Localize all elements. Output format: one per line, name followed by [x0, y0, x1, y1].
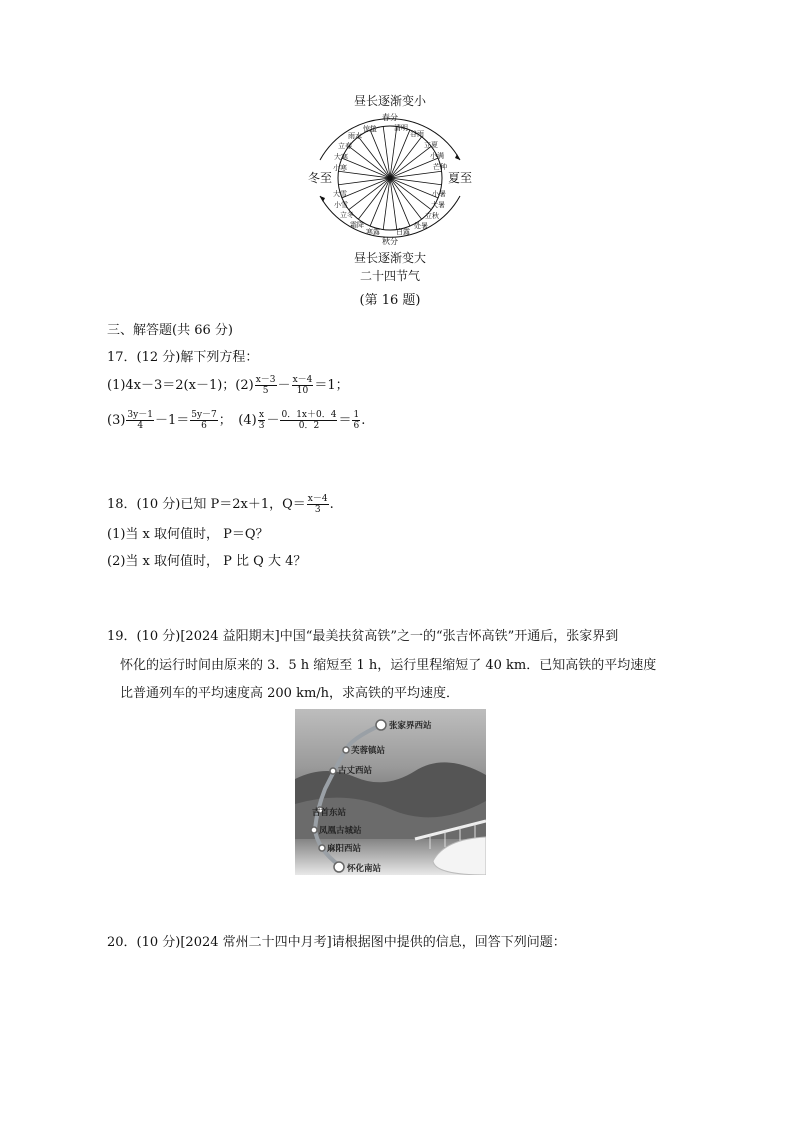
term-xiaoman: 小满	[430, 152, 444, 160]
q20-stem: 20．(10 分)[2024 常州二十四中月考]请根据图中提供的信息，回答下列问题：	[107, 935, 566, 950]
term-chunfen: 春分	[382, 113, 398, 122]
term-qiufen: 秋分	[382, 237, 398, 246]
term-bailu: 白露	[396, 228, 410, 236]
term-guyu: 谷雨	[410, 130, 424, 138]
term-xiaoxue: 小雪	[334, 201, 348, 209]
wheel-hub	[388, 176, 392, 180]
station-mayang-west: 麻阳西站	[327, 844, 362, 854]
q17-eq1: (1)4x－3＝2(x－1)；(2)	[107, 378, 254, 393]
station-furongzhen: 芙蓉镇站	[351, 746, 386, 756]
term-lixia: 立夏	[424, 141, 438, 149]
station-jishou-east: 吉首东站	[312, 808, 347, 818]
term-xiaohan: 小寒	[333, 164, 347, 172]
solar-terms-diagram	[290, 88, 500, 288]
q17-eq4-eq: ＝	[338, 413, 352, 428]
q18-stem-text: 18．(10 分)已知 P＝2x＋1，Q＝	[107, 497, 306, 512]
station-huaihua-south: 怀化南站	[347, 864, 382, 874]
q17-eq2-tail: ＝1；	[314, 378, 349, 393]
term-liqiu: 立秋	[425, 212, 439, 220]
station-zhangjiajie-west: 张家界西站	[389, 721, 432, 731]
figure-caption: (第 16 题)	[359, 293, 421, 308]
q17-eq3-pre: (3)	[107, 413, 126, 428]
term-lichun: 立春	[338, 142, 352, 150]
winter-solstice-label: 冬至	[308, 171, 333, 185]
q17-stem: 17．(12 分)解下列方程：	[107, 350, 259, 365]
q17-eq4-frac1: $\frac{x}{3}$	[258, 410, 265, 431]
term-shuangjiang: 霜降	[350, 221, 364, 229]
term-jingzhe: 惊蛰	[363, 125, 377, 133]
term-hanlu: 寒露	[366, 228, 380, 236]
q19-line3: 比普通列车的平均速度高 200 km/h，求高铁的平均速度．	[120, 686, 460, 701]
term-mangzhong: 芒种	[433, 163, 447, 171]
term-chushu: 处暑	[414, 222, 428, 230]
q17-line-1-2	[107, 375, 349, 396]
q17-eq2-minus: －	[277, 378, 291, 393]
term-lidong: 立冬	[340, 211, 354, 219]
diagram-top-label: 昼长逐渐变小	[353, 94, 427, 108]
station-fenghuang: 凤凰古城站	[319, 826, 362, 836]
q18-frac: $\frac{x-4}{3}$	[307, 494, 328, 515]
q18-part1: (1)当 x 取何值时， P＝Q？	[107, 527, 269, 542]
q17-eq4-frac3: $\frac{1}{6}$	[353, 410, 360, 431]
q17-eq2-frac2: $\frac{x-4}{10}$	[292, 375, 313, 396]
q19-line2: 怀化的运行时间由原来的 3．5 h 缩短至 1 h，运行里程缩短了 40 km．已知高铁的平均速度	[120, 658, 657, 673]
term-yushui: 雨水	[348, 132, 362, 140]
q17-line-3-4	[107, 410, 365, 431]
term-qingming: 清明	[394, 124, 408, 132]
term-xiaoshu: 小暑	[432, 190, 446, 198]
term-dahan: 大寒	[334, 153, 348, 161]
q17-eq2-frac1: $\frac{x-3}{5}$	[255, 375, 276, 396]
term-dashu: 大暑	[431, 201, 445, 209]
diagram-bottom-label: 昼长逐渐变大	[353, 251, 427, 265]
q17-eq4-frac2: $\frac{0.1x+0.4}{0.2}$	[281, 410, 337, 431]
q17-eq4-tail: .	[361, 413, 366, 428]
q18-stem-tail: .	[329, 497, 334, 512]
diagram-title: 二十四节气	[359, 269, 421, 283]
q19-line1: 19．(10 分)[2024 益阳期末]中国“最美扶贫高铁”之一的“张吉怀高铁”开通后，张家界到	[107, 629, 619, 644]
section-heading: 三、解答题(共 66 分)	[107, 323, 233, 338]
q17-eq3-frac2: $\frac{5y-7}{6}$	[191, 410, 217, 431]
railway-route-map	[295, 709, 486, 875]
q18-part2: (2)当 x 取何值时， P 比 Q 大 4？	[107, 554, 307, 569]
q17-eq4-sep: ； (4)	[218, 413, 257, 428]
q17-eq4-minus: －	[266, 413, 280, 428]
q18-stem	[107, 494, 334, 515]
term-daxue: 大雪	[333, 190, 347, 198]
station-guzhang-west: 古丈西站	[338, 766, 373, 776]
q17-eq3-frac1: $\frac{3y-1}{4}$	[127, 410, 153, 431]
summer-solstice-label: 夏至	[447, 171, 472, 185]
q17-eq3-mid: －1＝	[154, 413, 190, 428]
